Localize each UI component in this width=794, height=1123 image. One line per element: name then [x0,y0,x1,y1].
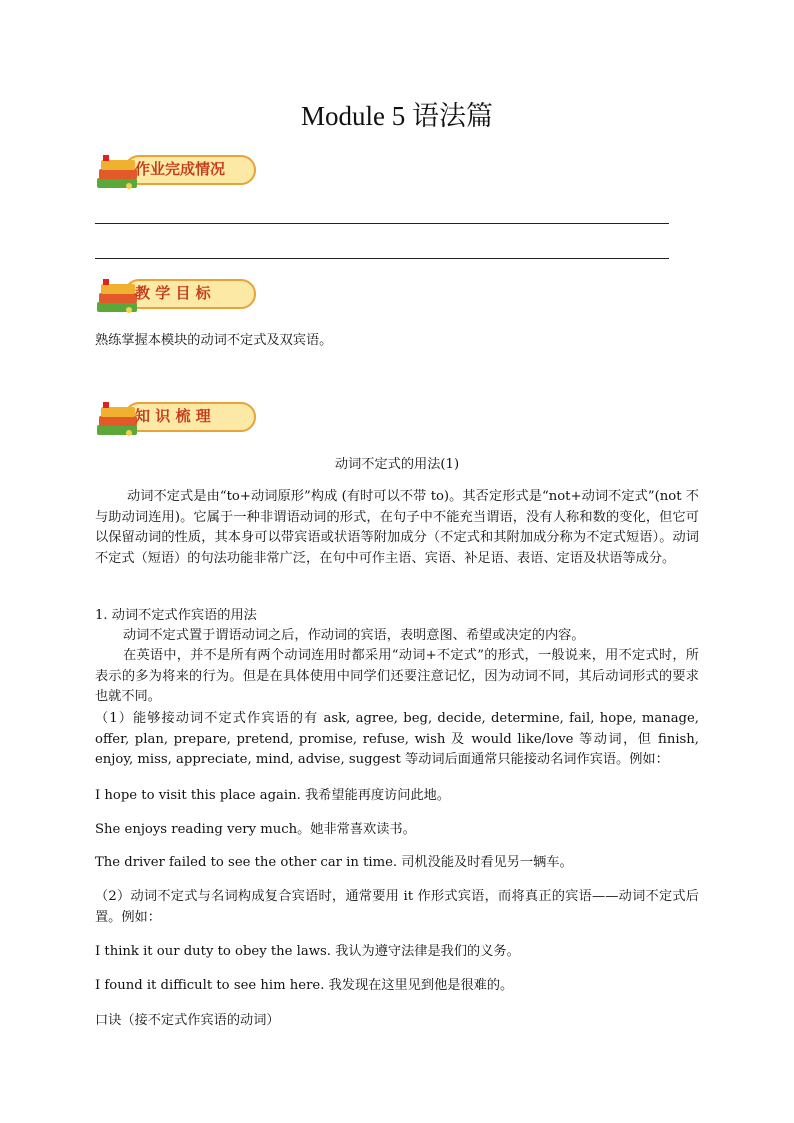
answer-line-2 [95,258,669,259]
example-sentence: She enjoys reading very much。她非常喜欢读书。 [95,822,416,837]
subtitle: 动词不定式的用法(1) [334,457,460,472]
intro-paragraph: 动词不定式是由“to+动词原形”构成 (有时可以不带 to)。其否定形式是“not+动词不定式”(not 不与助动词连用)。它属于一种非谓语动词的形式，在句子中不能充当谓语，没有人称和数的变化，但它可以保留动词的性质，其本身可以带宾语或状语等附加成分（不定式和其附加成分称为不定式短语）。动词不定式（短语）的句法功能非常广泛，在句中可作主语、宾语、补足语、表语、定语及状语等成分。 [95,489,699,566]
section-title-homework: 作业完成情况 [135,160,226,178]
page-title: Module 5 语法篇 [301,101,493,131]
answer-line-1 [95,223,669,224]
point1-line2: 在英语中，并不是所有两个动词连用时都采用“动词+不定式”的形式，一般说来，用不定式时，所表示的多为将来的行为。但是在具体使用中同学们还要注意记忆，因为动词不同，其后动词形式的要求也就不同。 [95,648,699,704]
section-badge-knowledge [95,397,260,441]
point1-sub1: （1）能够接动词不定式作宾语的有 ask, agree, beg, decide, determine, fail, hope, manage, offer, plan, prepare, pretend, promise, refuse, wish 及 would like/love 等动词，但 finish, enjoy, miss, appreciate, mind, advise, suggest 等动词后面通常只能接动名词作宾语。例如： [95,711,699,767]
mnemonic-heading: 口诀（接不定式作宾语的动词） [95,1013,280,1028]
point1-sub2: （2）动词不定式与名词构成复合宾语时，通常要用 it 作形式宾语，而将真正的宾语——动词不定式后置。例如： [95,889,699,925]
section-title-goals: 教 学 目 标 [135,284,211,302]
example-sentence: I hope to visit this place again. 我希望能再度访问此地。 [95,788,451,803]
section-title-knowledge: 知 识 梳 理 [135,407,211,425]
point1-heading: 1. 动词不定式作宾语的用法 [95,608,257,623]
example-sentence: I think it our duty to obey the laws. 我认为遵守法律是我们的义务。 [95,944,520,959]
example-sentence: The driver failed to see the other car in time. 司机没能及时看见另一辆车。 [95,855,573,870]
section-badge-homework [95,150,260,194]
goal-text: 熟练掌握本模块的动词不定式及双宾语。 [95,333,333,348]
point1-line1: 动词不定式置于谓语动词之后，作动词的宾语，表明意图、希望或决定的内容。 [123,628,585,643]
section-badge-goals [95,274,260,318]
example-sentence: I found it difficult to see him here. 我发现在这里见到他是很难的。 [95,978,514,993]
